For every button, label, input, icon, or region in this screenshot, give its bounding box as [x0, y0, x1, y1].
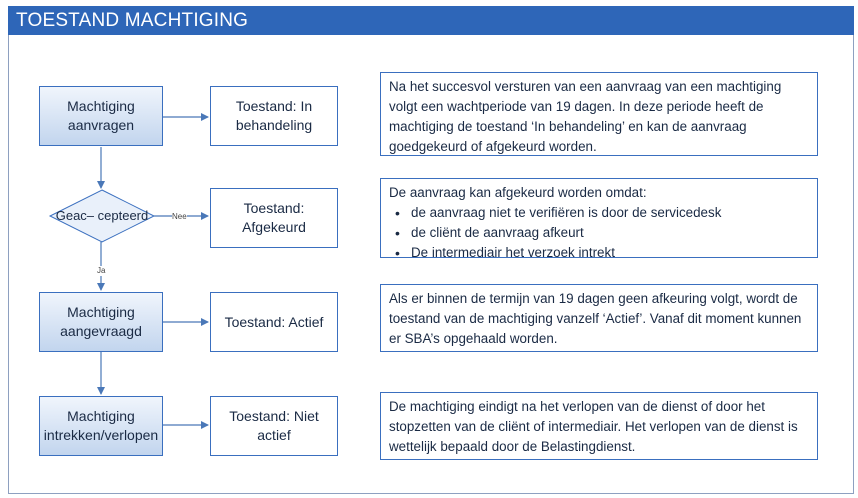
state-actief: Toestand: Actief [210, 292, 338, 352]
note-niet-actief: De machtiging eindigt na het verlopen van de dienst of door het stopzetten van de cliënt of intermediair. Het verlopen van de dienst is wettelijk bepaald door de Belastingdienst. [380, 392, 818, 460]
state-afgekeurd: Toestand: Afgekeurd [210, 188, 338, 248]
note-afgekeurd [380, 178, 818, 258]
state-in-behandeling: Toestand: In behandeling [210, 86, 338, 146]
step-machtiging-intrekken: Machtiging intrekken/verlopen [39, 396, 163, 456]
edge-label-nee: Nee [172, 212, 187, 221]
note-afgekeurd-item: • de cliënt de aanvraag afkeurt [389, 223, 809, 243]
state-niet-actief: Toestand: Niet actief [210, 396, 338, 456]
step-machtiging-aangevraagd: Machtiging aangevraagd [39, 292, 163, 352]
note-afgekeurd-list [389, 203, 809, 263]
decision-label: Geac– cepteerd [55, 208, 149, 223]
note-afgekeurd-item: • de aanvraag niet te verifiëren is door de servicedesk [389, 203, 809, 223]
page-title: TOESTAND MACHTIGING [8, 6, 854, 35]
note-afgekeurd-item: • De intermediair het verzoek intrekt [389, 243, 809, 263]
step-machtiging-aanvragen: Machtiging aanvragen [39, 86, 163, 146]
edge-label-ja: Ja [97, 266, 106, 275]
note-in-behandeling: Na het succesvol versturen van een aanvraag van een machtiging volgt een wachtperiode van 19 dagen. In deze periode heeft de machtiging de toestand ‘In behandeling’ en kan de aanvraag goedgekeurd of afgekeurd worden. [380, 72, 818, 156]
note-afgekeurd-intro: De aanvraag kan afgekeurd worden omdat: [389, 185, 647, 200]
note-actief: Als er binnen de termijn van 19 dagen geen afkeuring volgt, wordt de toestand van de machtiging vanzelf ‘Actief’. Vanaf dit moment kunnen er SBA’s opgehaald worden. [380, 284, 818, 352]
